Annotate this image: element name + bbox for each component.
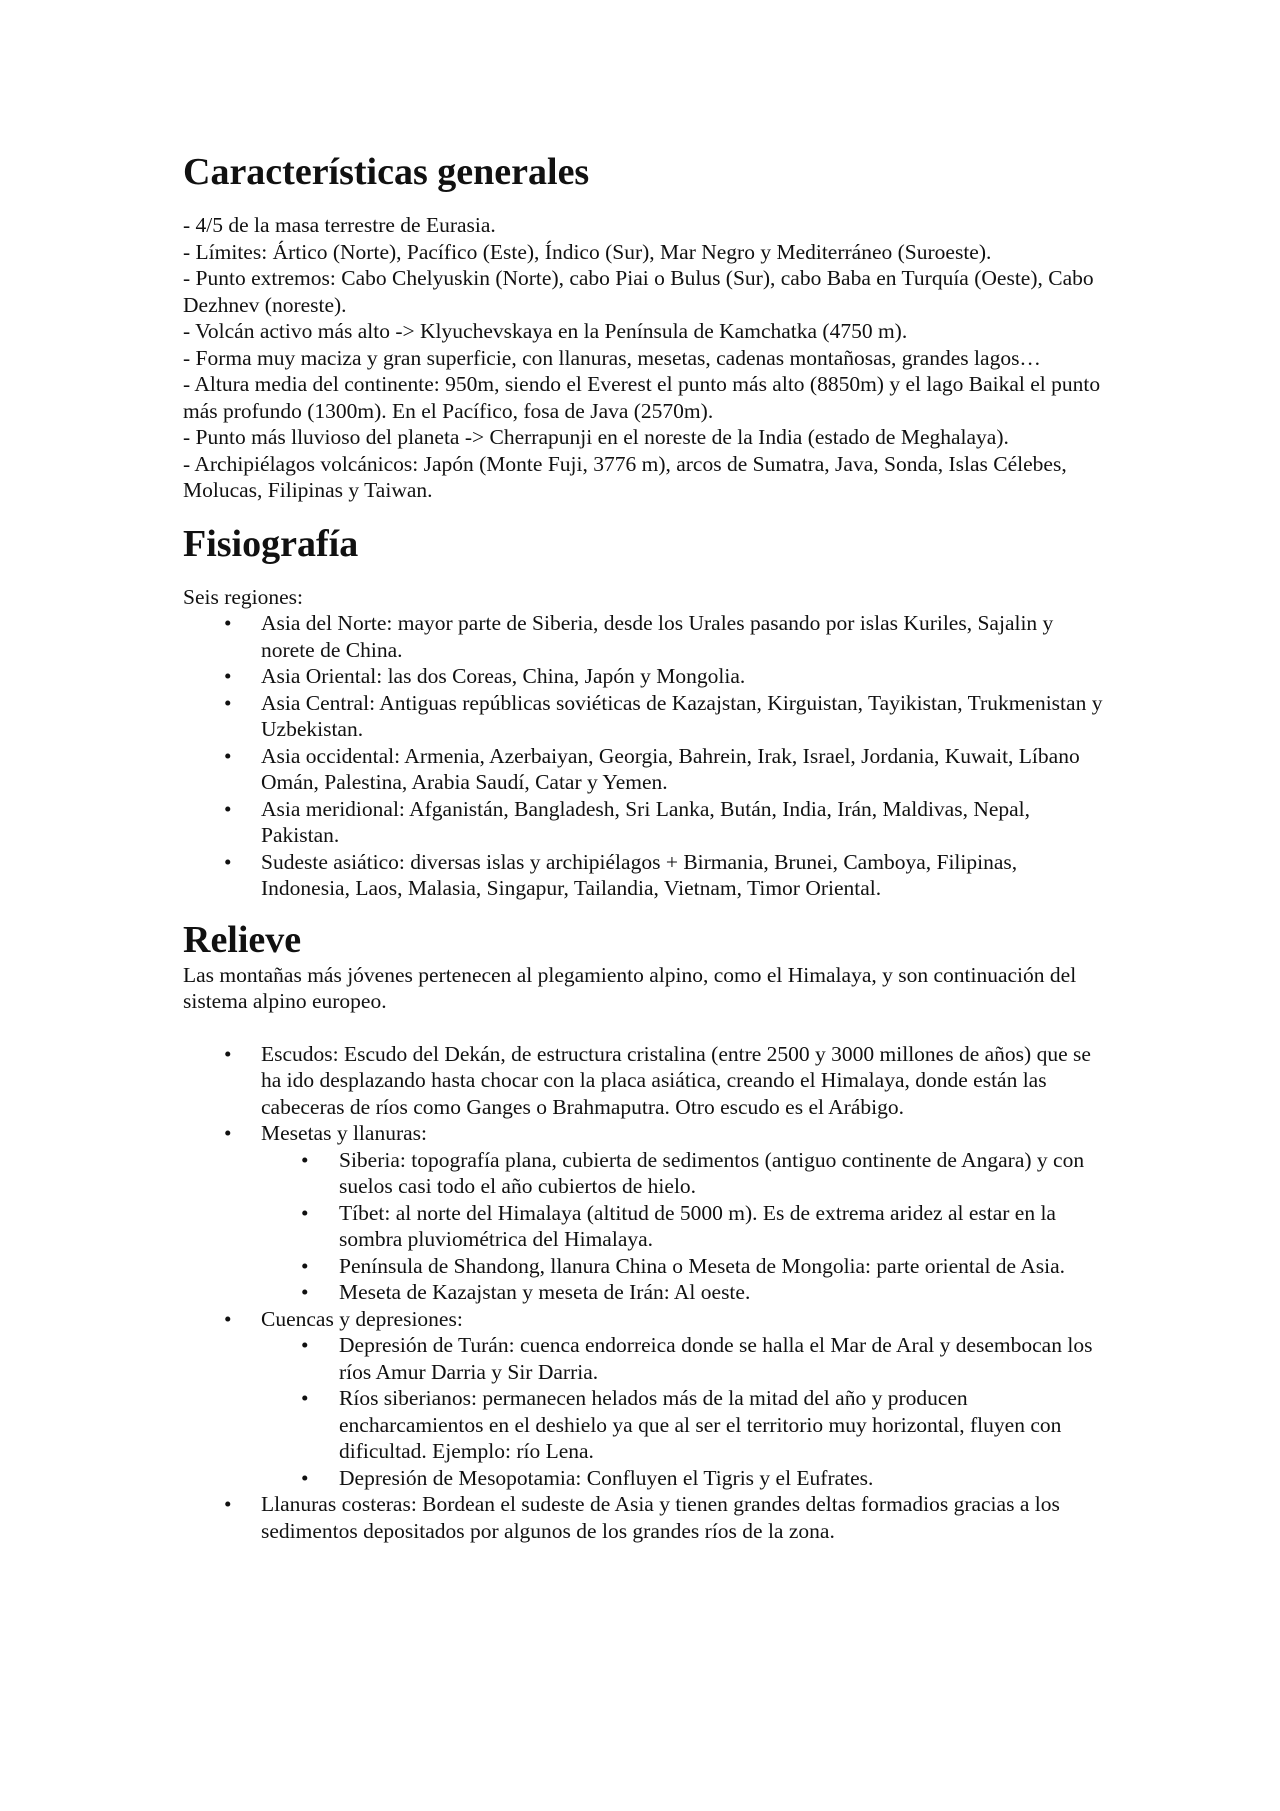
sublist-item	[261, 1147, 1103, 1200]
list-item	[183, 663, 1103, 690]
sublist-item-text: Siberia: topografía plana, cubierta de sedimentos (antiguo continente de Angara) y con suelos casi todo el año cubiertos de hielo.	[339, 1147, 1085, 1198]
bullet-icon: •	[224, 664, 232, 688]
list-item-text: Asia Oriental: las dos Coreas, China, Japón y Mongolia.	[261, 664, 746, 688]
bullet-icon: •	[224, 690, 232, 715]
text-line: - Archipiélagos volcánicos: Japón (Monte Fuji, 3776 m), arcos de Sumatra, Java, Sonda, Islas Célebes, Molucas, Filipinas y Taiwan.	[183, 451, 1067, 502]
list-item-text: Sudeste asiático: diversas islas y archipiélagos + Birmania, Brunei, Camboya, Filipinas, Indonesia, Laos, Malasia, Singapur, Tailandia, Vietnam, Timor Oriental.	[261, 849, 1018, 900]
sublist-item-text: Tíbet: al norte del Himalaya (altitud de 5000 m). Es de extrema aridez al estar en la sombra pluviométrica del Himalaya.	[339, 1200, 1056, 1251]
list-item-llanuras	[183, 1491, 1103, 1544]
sublist-item	[261, 1279, 1103, 1306]
list-item-text: Asia del Norte: mayor parte de Siberia, desde los Urales pasando por islas Kuriles, Sajalin y norete de China.	[261, 611, 1054, 662]
sublist-item-text: Meseta de Kazajstan y meseta de Irán: Al oeste.	[339, 1280, 751, 1304]
bullet-icon: •	[224, 1041, 232, 1066]
relieve-list	[183, 1041, 1103, 1545]
bullet-icon: •	[224, 1121, 232, 1145]
bullet-icon: •	[224, 611, 232, 635]
list-item-text: Escudos: Escudo del Dekán, de estructura cristalina (entre 2500 y 3000 millones de años) que se ha ido desplazando hasta chocar con la placa asiática, creando el Himalaya, donde están las cabeceras de ríos como Ganges o Brahmaputra. Otro escudo es el Arábigo.	[261, 1041, 1091, 1119]
list-item	[183, 743, 1103, 796]
regions-list	[183, 610, 1103, 902]
sublist-item	[261, 1200, 1103, 1253]
bullet-icon: •	[224, 849, 232, 874]
list-item-text: Asia occidental: Armenia, Azerbaiyan, Georgia, Bahrein, Irak, Israel, Jordania, Kuwait, Líbano Omán, Palestina, Arabia Saudí, Catar y Yemen.	[261, 743, 1080, 794]
text-line: - Volcán activo más alto -> Klyuchevskaya en la Península de Kamchatka (4750 m).	[183, 319, 908, 343]
heading-fisiografia: Fisiografía	[183, 522, 359, 565]
bullet-icon: •	[224, 1492, 232, 1516]
text-line: - 4/5 de la masa terrestre de Eurasia.	[183, 213, 496, 237]
list-item-cuencas	[183, 1306, 1103, 1492]
list-item-escudos	[183, 1041, 1103, 1121]
text-line: - Forma muy maciza y gran superficie, con llanuras, mesetas, cadenas montañosas, grandes lagos…	[183, 345, 1041, 370]
text-line: - Punto extremos: Cabo Chelyuskin (Norte), cabo Piai o Bulus (Sur), cabo Baba en Turquía (Oeste), Cabo Dezhnev (noreste).	[183, 266, 1094, 317]
bullet-icon: •	[301, 1200, 309, 1225]
paragraph-spacer	[183, 1015, 1103, 1041]
list-item-text: Llanuras costeras: Bordean el sudeste de Asia y tienen grandes deltas formadios gracias a los sedimentos depositados por algunos de los grandes ríos de la zona.	[261, 1492, 1060, 1543]
list-item-text: Asia meridional: Afganistán, Bangladesh, Sri Lanka, Bután, India, Irán, Maldivas, Nepal, Pakistan.	[261, 796, 1031, 847]
bullet-icon: •	[301, 1147, 309, 1172]
list-item-text: Asia Central: Antiguas repúblicas soviéticas de Kazajstan, Kirguistan, Tayikistan, Trukmenistan y Uzbekistan.	[261, 690, 1103, 741]
relieve-intro: Las montañas más jóvenes pertenecen al plegamiento alpino, como el Himalaya, y son continuación del sistema alpino europeo.	[183, 962, 1077, 1013]
bullet-icon: •	[224, 796, 232, 821]
text-line: - Límites: Ártico (Norte), Pacífico (Este), Índico (Sur), Mar Negro y Mediterráneo (Suroeste).	[183, 239, 992, 264]
cuencas-sublist	[261, 1332, 1103, 1491]
heading-caracteristicas: Características generales	[183, 151, 590, 193]
document-page	[183, 150, 1103, 1544]
fisiografia-intro: Seis regiones:	[183, 584, 304, 609]
list-item-text: Mesetas y llanuras:	[261, 1121, 427, 1145]
list-item-mesetas	[183, 1120, 1103, 1306]
sublist-item	[261, 1253, 1103, 1280]
list-item	[183, 849, 1103, 902]
heading-relieve: Relieve	[183, 918, 302, 961]
bullet-icon: •	[301, 1465, 309, 1490]
sublist-item	[261, 1385, 1103, 1465]
sublist-item-text: Depresión de Mesopotamia: Confluyen el Tigris y el Eufrates.	[339, 1465, 874, 1490]
mesetas-sublist	[261, 1147, 1103, 1306]
bullet-icon: •	[224, 743, 232, 768]
list-item	[183, 690, 1103, 743]
sublist-item-text: Depresión de Turán: cuenca endorreica donde se halla el Mar de Aral y desembocan los ríos Amur Darria y Sir Darria.	[339, 1333, 1093, 1384]
sublist-item-text: Península de Shandong, llanura China o Meseta de Mongolia: parte oriental de Asia.	[339, 1253, 1066, 1278]
list-item-text: Cuencas y depresiones:	[261, 1306, 463, 1331]
bullet-icon: •	[301, 1386, 309, 1410]
bullet-icon: •	[301, 1253, 309, 1278]
bullet-icon: •	[301, 1280, 309, 1304]
list-item	[183, 610, 1103, 663]
list-item	[183, 796, 1103, 849]
text-line: - Altura media del continente: 950m, siendo el Everest el punto más alto (8850m) y el lago Baikal el punto más profundo (1300m). En el Pacífico, fosa de Java (2570m).	[183, 372, 1101, 423]
sublist-item	[261, 1465, 1103, 1492]
bullet-icon: •	[224, 1306, 232, 1331]
sublist-item-text: Ríos siberianos: permanecen helados más de la mitad del año y producen encharcamientos en el deshielo ya que al ser el territorio muy horizontal, fluyen con dificultad. Ejemplo: río Lena.	[339, 1386, 1062, 1463]
text-line: - Punto más lluvioso del planeta -> Cherrapunji en el noreste de la India (estado de Meghalaya).	[183, 425, 1009, 449]
sublist-item	[261, 1332, 1103, 1385]
bullet-icon: •	[301, 1333, 309, 1357]
